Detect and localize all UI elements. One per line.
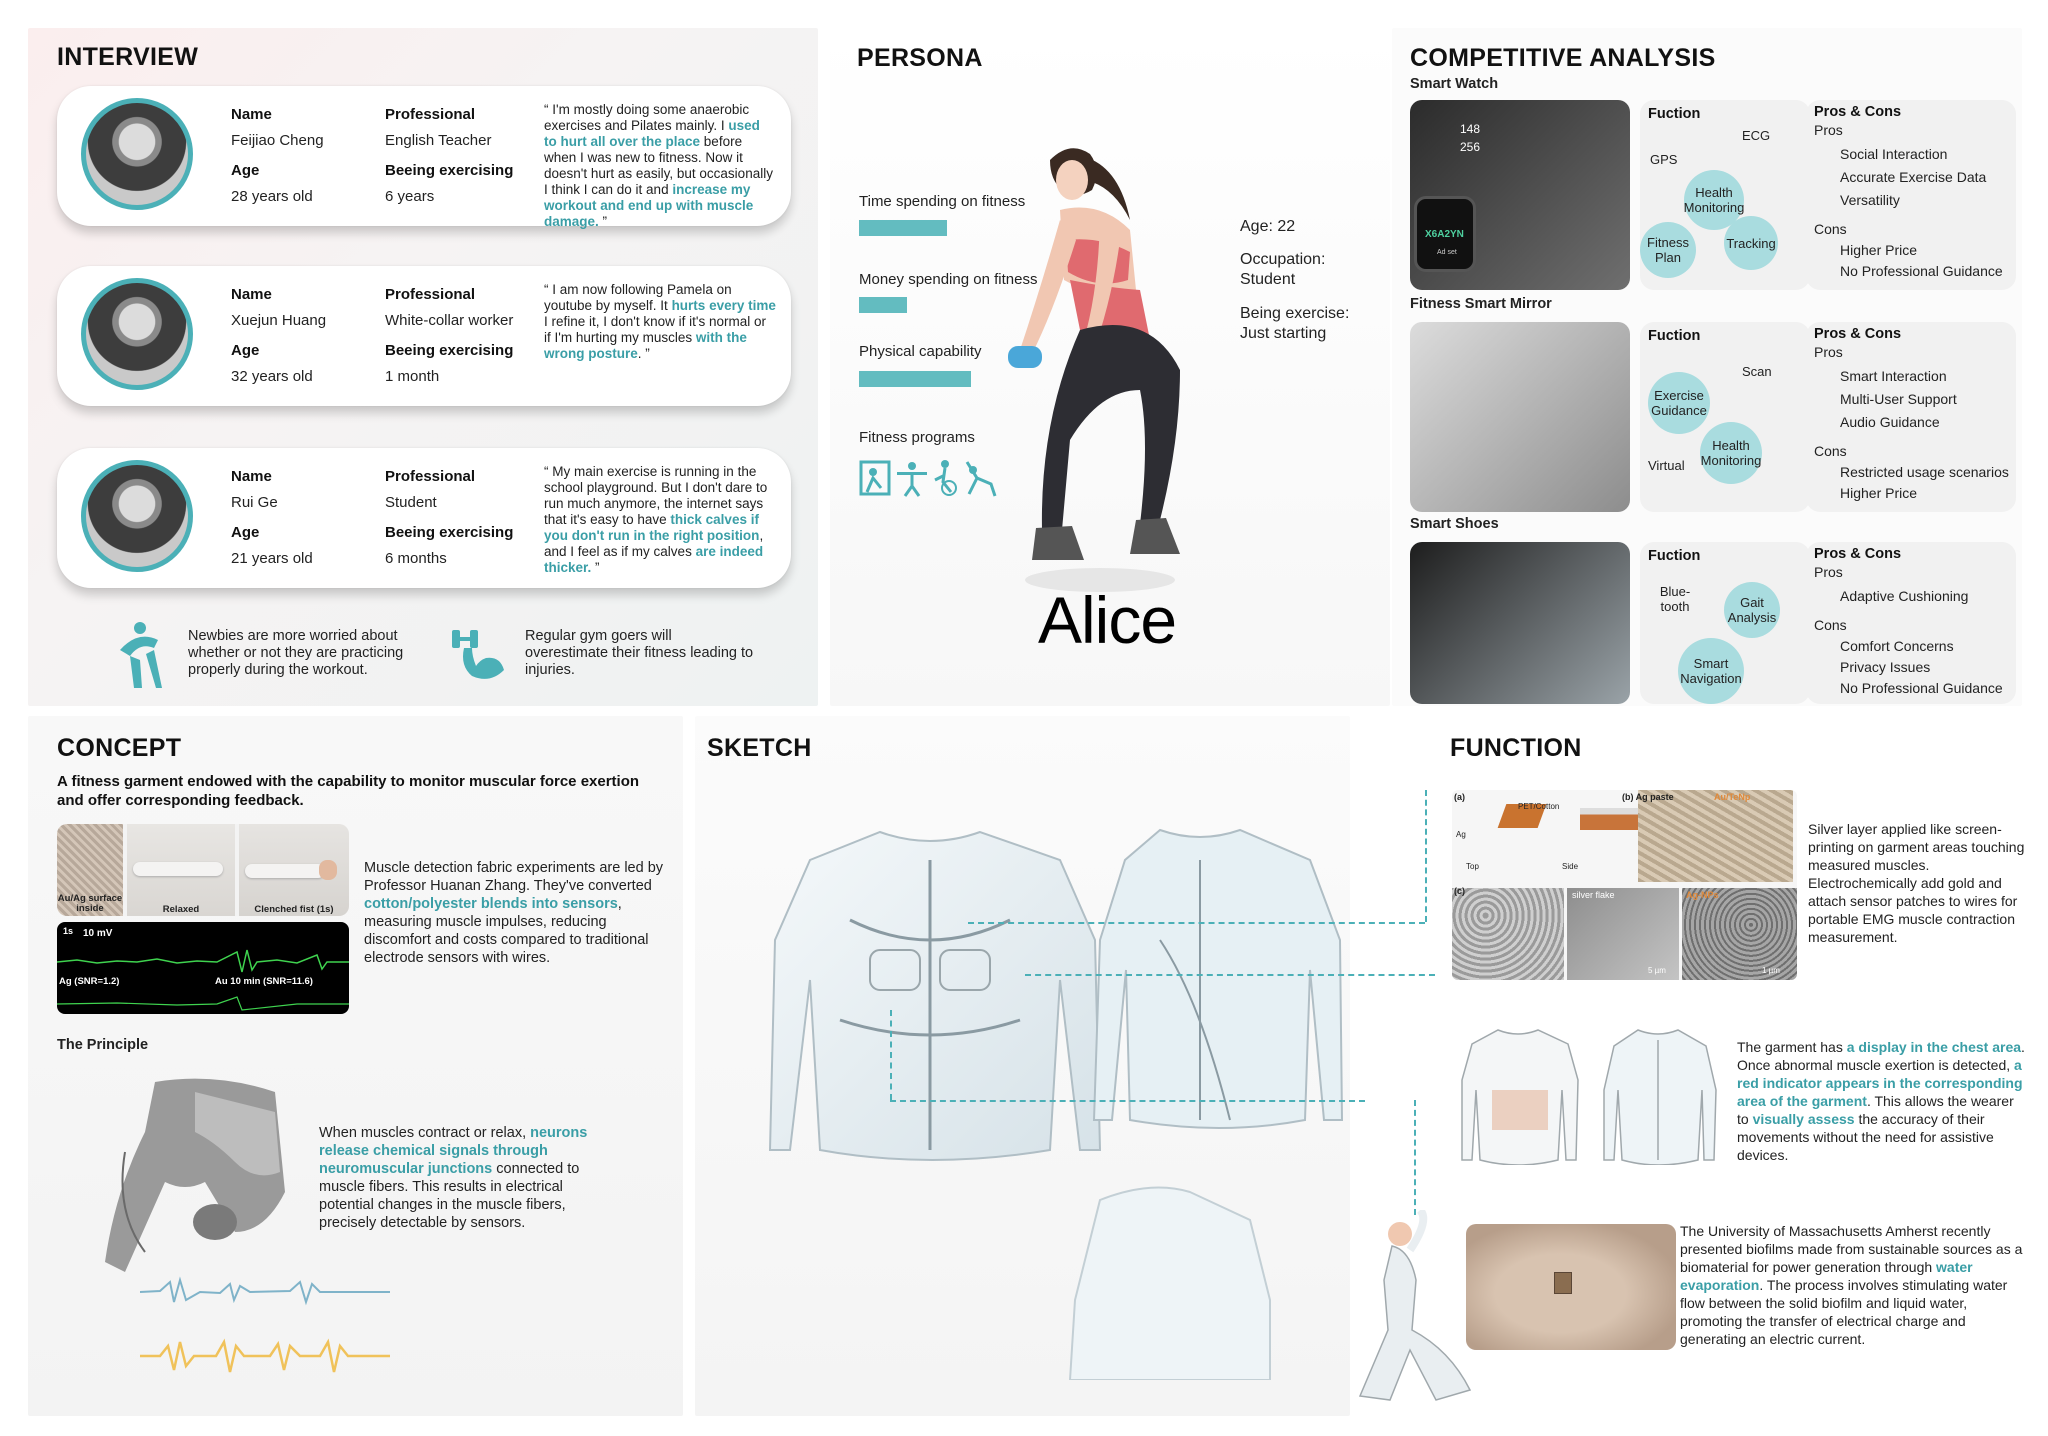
product-photo	[1410, 542, 1630, 704]
metric-label: Physical capability	[859, 343, 982, 360]
text-segment: before when I was new to fitness. Now it doesn't hurt as easily, but occasionally I think I can do it and	[544, 134, 773, 197]
concept-title: CONCEPT	[57, 734, 182, 762]
persona-occupation: Student	[1240, 271, 1296, 288]
ag-snr-label: Ag (SNR=1.2)	[59, 976, 120, 987]
sketch-title: SKETCH	[707, 734, 812, 762]
function-label: Fuction	[1648, 548, 1701, 564]
watch-code: X6A2YN	[1425, 229, 1464, 240]
interview-card	[57, 266, 791, 406]
fig-label: (b) Ag paste	[1622, 792, 1674, 802]
fig-label: Side	[1562, 862, 1579, 871]
metric-label: Time spending on fitness	[859, 193, 1026, 210]
highlighted-text: a red indicator appears in the corresponding area of the garment	[1737, 1057, 2023, 1109]
text-segment: , and I feel as if my calves	[544, 528, 764, 559]
con-item: No Professional Guidance	[1840, 680, 2003, 696]
watch-sub: Ad set	[1437, 249, 1457, 256]
text-segment: “ My main exercise is running in the school playground. But I don't dare to run much anymore, the internet says that it's easy to have	[544, 464, 768, 527]
text-segment: The garment has	[1737, 1039, 1847, 1055]
highlighted-text: a display in the chest area	[1846, 1039, 2022, 1055]
persona-occupation-label: Occupation:	[1240, 251, 1326, 268]
insight-text: Regular gym goers will overestimate their fitness leading to injuries.	[525, 628, 754, 678]
connector-line	[1425, 790, 1427, 922]
principle-text	[319, 1124, 599, 1232]
text-segment: ”	[591, 560, 600, 575]
biofilm-photo	[1466, 1224, 1676, 1350]
text-segment: When muscles contract or relax,	[319, 1125, 531, 1141]
persona-age: Age: 22	[1240, 218, 1296, 235]
highlighted-text: thick calves if you don't run in the right position	[544, 512, 760, 543]
label-name: Name	[231, 468, 272, 485]
text-segment: . ”	[637, 346, 650, 361]
stretching-person-icon	[110, 620, 170, 690]
pro-item: Accurate Exercise Data	[1840, 169, 1987, 185]
function-text-3	[1680, 1222, 2030, 1348]
product-photo	[1410, 100, 1630, 290]
caption-relaxed: Relaxed	[162, 904, 200, 915]
function-bubble: Gait Analysis	[1724, 582, 1780, 638]
pro-item: Social Interaction	[1840, 146, 1948, 162]
highlighted-text: are indeed thicker.	[544, 544, 764, 575]
pros-label: Pros	[1814, 122, 1843, 138]
text-segment: . Once abnormal muscle exertion is detected,	[1737, 1039, 2025, 1073]
interview-card	[57, 86, 791, 229]
quote	[544, 282, 776, 362]
function-plain: ECG	[1742, 128, 1771, 143]
product-name: Smart Watch	[1410, 76, 1499, 92]
value-exercising: 1 month	[385, 368, 440, 385]
text-segment: Silver layer applied like screen-printing on garment areas touching measured muscles. Electrochemically add gold and attach sensor patches to wires for portable EMG muscle contraction measurement.	[1808, 821, 2025, 945]
connector-line	[890, 1010, 892, 1100]
value-professional: Student	[385, 494, 437, 511]
con-item: Comfort Concerns	[1840, 638, 1954, 654]
fig-label: (c)	[1454, 886, 1465, 896]
function-bubble: Fitness Plan	[1640, 222, 1696, 278]
flexed-arm-icon	[450, 626, 510, 686]
value-name: Feijiao Cheng	[231, 132, 324, 149]
scale-voltage: 10 mV	[83, 928, 113, 939]
text-segment: ”	[598, 214, 608, 229]
interview-title: INTERVIEW	[57, 43, 199, 71]
persona-illustration	[980, 140, 1230, 600]
sem-image	[1452, 888, 1564, 980]
function-bubble: Smart Navigation	[1678, 638, 1744, 704]
fig-label: 5 µm	[1648, 966, 1666, 975]
label-professional: Professional	[385, 106, 476, 123]
concept-text	[364, 859, 664, 967]
caption-fabric: Au/Ag surface inside	[57, 893, 123, 914]
highlighted-text: neurons release chemical signals through neuromuscular junctions	[319, 1125, 588, 1177]
value-name: Xuejun Huang	[231, 312, 327, 329]
pros-cons-box	[1806, 322, 2016, 512]
text-segment: The University of Massachusetts Amherst recently presented biofilms made from sustainable sources as a biomaterial for power generation through	[1680, 1223, 2023, 1275]
pros-cons-label: Pros & Cons	[1814, 326, 1902, 342]
con-item: No Professional Guidance	[1840, 263, 2003, 279]
program-icons	[859, 458, 999, 500]
fig-label: (a)	[1454, 792, 1465, 802]
pros-cons-label: Pros & Cons	[1814, 104, 1902, 120]
highlighted-text: increase my workout and end up with muscle damage.	[544, 182, 754, 229]
highlighted-text: cotton/polyester blends into sensors	[364, 896, 618, 912]
label-exercising: Beeing exercising	[385, 524, 514, 541]
calorie-value: 256	[1460, 140, 1481, 154]
function-text-1	[1808, 820, 2028, 946]
connector-line	[890, 1100, 1365, 1102]
cons-label: Cons	[1814, 221, 1847, 237]
function-bubble: Health Monitoring	[1700, 422, 1762, 484]
value-age: 32 years old	[231, 368, 313, 385]
highlighted-text: water evaporation	[1680, 1259, 1973, 1293]
value-professional: White-collar worker	[385, 312, 514, 329]
text-segment: . This allows the wearer to	[1737, 1093, 2014, 1127]
fig-label: silver flake	[1572, 890, 1615, 900]
cons-label: Cons	[1814, 443, 1847, 459]
product-name: Smart Shoes	[1410, 516, 1499, 532]
fig-label: PET/Cotton	[1518, 802, 1560, 811]
con-item: Higher Price	[1840, 485, 1918, 501]
garment-display-illustration	[1458, 1020, 1718, 1165]
pro-item: Multi-User Support	[1840, 391, 1957, 407]
text-segment: the accuracy of their movements without the need for assistive devices.	[1737, 1111, 1994, 1163]
con-item: Privacy Issues	[1840, 659, 1931, 675]
value-age: 21 years old	[231, 550, 313, 567]
function-plain: Scan	[1742, 364, 1772, 379]
label-exercising: Beeing exercising	[385, 342, 514, 359]
emg-signal-plot	[57, 922, 349, 1014]
material-figure	[1452, 790, 1797, 980]
con-item: Higher Price	[1840, 242, 1918, 258]
caption-clenched: Clenched fist (1s)	[254, 904, 334, 915]
function-box	[1640, 100, 1810, 290]
competitive-title: COMPETITIVE ANALYSIS	[1410, 44, 1716, 72]
fig-label: Ag-NPs	[1686, 890, 1719, 900]
text-segment: connected to muscle fibers. This results in electrical potential changes in the muscle fibers, precisely detectable by sensors.	[319, 1161, 580, 1231]
fig-label: Au/TeNp	[1714, 792, 1751, 802]
label-exercising: Beeing exercising	[385, 162, 514, 179]
pros-cons-box	[1806, 100, 2016, 290]
pro-item: Adaptive Cushioning	[1840, 588, 1969, 604]
scale-time: 1s	[63, 926, 74, 936]
product-name: Fitness Smart Mirror	[1410, 296, 1552, 312]
avatar	[81, 460, 193, 572]
function-bubble: Health Monitoring	[1684, 170, 1744, 230]
metric-bar	[859, 220, 947, 236]
label-professional: Professional	[385, 468, 476, 485]
function-plain: Virtual	[1648, 458, 1685, 473]
treadmill-icon	[929, 458, 963, 498]
clenched-photo	[239, 824, 349, 916]
programs-label: Fitness programs	[859, 429, 975, 446]
con-item: Restricted usage scenarios	[1840, 464, 2009, 480]
cons-label: Cons	[1814, 617, 1847, 633]
label-professional: Professional	[385, 286, 476, 303]
pros-label: Pros	[1814, 344, 1843, 360]
fig-label: 1 µm	[1762, 966, 1780, 975]
connector-line	[1025, 974, 1435, 976]
connector-line	[968, 922, 1425, 924]
value-professional: English Teacher	[385, 132, 492, 149]
avatar	[81, 278, 193, 390]
connector-line	[1414, 1100, 1416, 1215]
insight-1	[110, 620, 430, 690]
label-age: Age	[231, 342, 260, 359]
heart-rate-value: 148	[1460, 122, 1481, 136]
interview-card	[57, 448, 791, 588]
highlighted-text: with the wrong posture	[544, 330, 747, 361]
au-snr-label: Au 10 min (SNR=11.6)	[215, 976, 313, 987]
function-box	[1640, 542, 1810, 704]
pros-cons-box	[1806, 542, 2016, 704]
text-segment: Muscle detection fabric experiments are led by Professor Huanan Zhang. They've converted	[364, 860, 664, 894]
function-title: FUNCTION	[1450, 734, 1582, 762]
text-segment: “ I'm mostly doing some anaerobic exercises and Pilates mainly. I	[544, 102, 750, 133]
concept-subtitle: A fitness garment endowed with the capability to monitor muscular force exertion and offer corresponding feedback.	[57, 773, 640, 809]
value-exercising: 6 years	[385, 188, 435, 205]
label-age: Age	[231, 524, 260, 541]
highlighted-text: hurts every time	[671, 298, 776, 313]
function-bubble: Exercise Guidance	[1648, 372, 1710, 434]
value-name: Rui Ge	[231, 494, 278, 511]
pros-label: Pros	[1814, 564, 1843, 580]
fig-label: Ag	[1456, 830, 1466, 839]
label-name: Name	[231, 286, 272, 303]
persona-exercise-label: Being exercise:	[1240, 305, 1350, 322]
insight-text: Newbies are more worried about whether or not they are practicing properly during the workout.	[188, 628, 404, 678]
text-segment: , measuring muscle impulses, reducing discomfort and costs compared to traditional electrode sensors with wires.	[364, 896, 649, 966]
metric-bar	[859, 371, 971, 387]
signal-waves	[140, 1262, 390, 1382]
pro-item: Audio Guidance	[1840, 414, 1940, 430]
metric-label: Money spending on fitness	[859, 271, 1038, 288]
concept-photo-strip	[57, 824, 349, 916]
highlighted-text: visually assess	[1752, 1111, 1855, 1127]
function-plain: GPS	[1650, 152, 1678, 167]
text-segment: . The process involves stimulating water flow between the solid biofilm and liquid water, promoting the transfer of electrical charge and generating an electric current.	[1680, 1277, 2008, 1347]
pro-item: Smart Interaction	[1840, 368, 1947, 384]
fig-label: Top	[1466, 862, 1479, 871]
pro-item: Versatility	[1840, 192, 1900, 208]
function-label: Fuction	[1648, 328, 1701, 344]
persona-exercise: Just starting	[1240, 325, 1327, 342]
watch-face	[1414, 196, 1476, 272]
function-bubble: Tracking	[1724, 216, 1778, 270]
quote	[544, 464, 776, 576]
weightlifting-icon	[895, 458, 929, 498]
metric-bar	[859, 297, 907, 313]
pros-cons-label: Pros & Cons	[1814, 546, 1902, 562]
sem-image	[1638, 790, 1793, 882]
persona-name: Alice	[1038, 583, 1177, 657]
function-plain: Blue-tooth	[1659, 584, 1691, 614]
highlighted-text: used to hurt all over the place	[544, 118, 760, 149]
value-exercising: 6 months	[385, 550, 447, 567]
label-age: Age	[231, 162, 260, 179]
function-text-2	[1737, 1038, 2027, 1164]
insight-2	[450, 620, 770, 690]
value-age: 28 years old	[231, 188, 313, 205]
label-name: Name	[231, 106, 272, 123]
quote	[544, 102, 776, 230]
principle-title: The Principle	[57, 1037, 149, 1053]
product-photo	[1410, 322, 1630, 512]
text-segment: “ I am now following Pamela on youtube by myself. It	[544, 282, 732, 313]
stretch-icon	[859, 458, 893, 498]
text-segment: I refine it, I don't know if it's normal or if I'm hurting my muscles	[544, 314, 766, 345]
function-box	[1640, 322, 1810, 512]
avatar	[81, 98, 193, 210]
anatomy-illustration	[85, 1072, 295, 1292]
relaxed-photo	[127, 824, 235, 916]
function-label: Fuction	[1648, 106, 1701, 122]
persona-title: PERSONA	[857, 44, 983, 72]
